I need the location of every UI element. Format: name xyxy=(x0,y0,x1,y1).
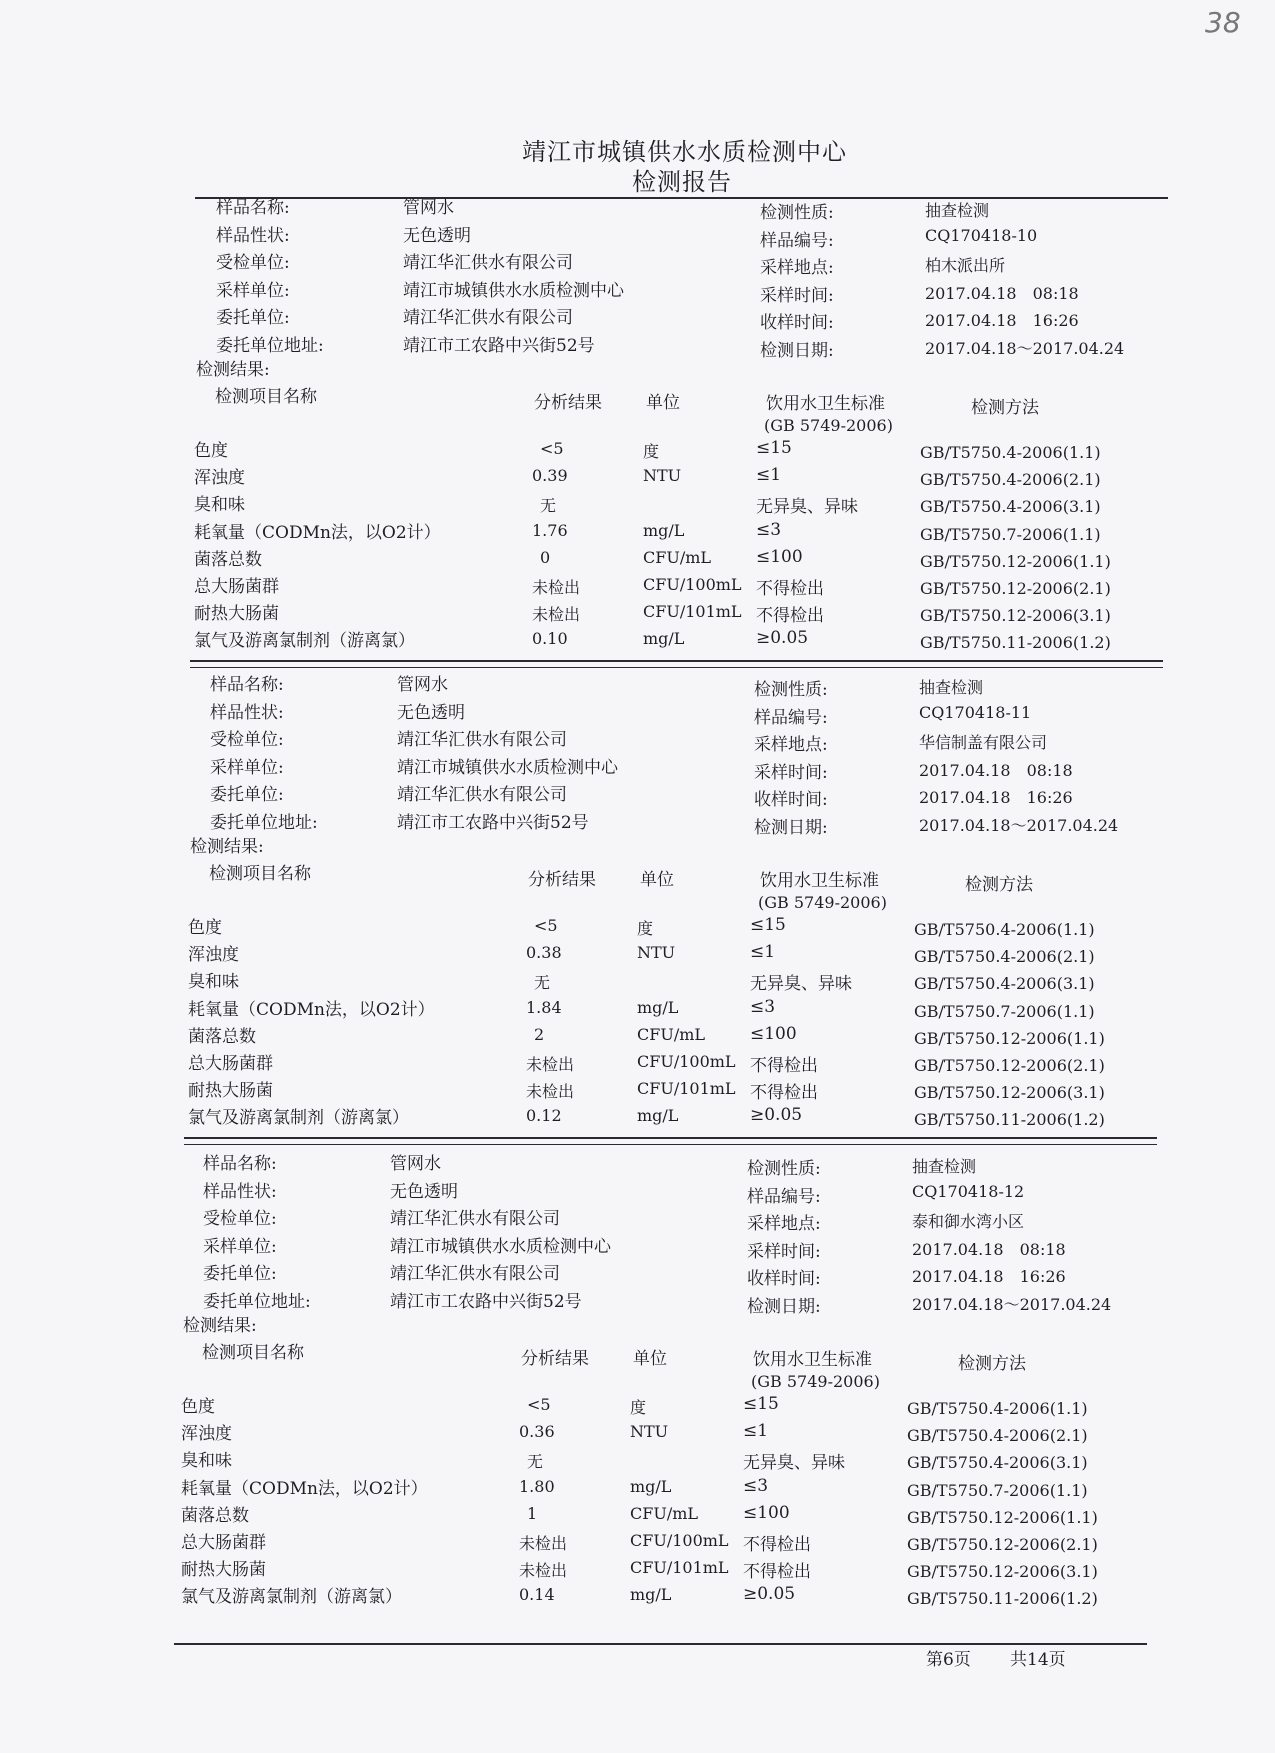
cell-method: GB/T5750.4-2006(1.1) xyxy=(907,1399,1088,1418)
test-nature-label: 检测性质: xyxy=(760,203,834,223)
test-nature-label: 检测性质: xyxy=(747,1159,821,1179)
test-date-value: 2017.04.18～2017.04.24 xyxy=(912,1294,1112,1314)
section-divider-thin xyxy=(184,1144,1157,1145)
sample-id-value: CQ170418-12 xyxy=(912,1181,1025,1201)
cell-item: 耗氧量（CODMn法，以O2计） xyxy=(188,999,435,1020)
page-number: 第6页 xyxy=(926,1650,971,1670)
client-unit-label: 委托单位: xyxy=(216,308,290,328)
cell-result: 0.10 xyxy=(532,629,568,649)
sample-id-label: 样品编号: xyxy=(747,1186,821,1207)
cell-unit: CFU/mL xyxy=(630,1503,699,1523)
client-unit-label: 委托单位: xyxy=(210,785,284,805)
cell-unit: mg/L xyxy=(637,997,679,1017)
cell-method: GB/T5750.4-2006(3.1) xyxy=(914,974,1095,994)
sampling-unit-label: 采样单位: xyxy=(203,1236,277,1257)
cell-method: GB/T5750.4-2006(3.1) xyxy=(920,497,1101,517)
cell-method: GB/T5750.7-2006(1.1) xyxy=(914,1001,1095,1021)
sample-state-value: 无色透明 xyxy=(397,702,465,723)
cell-result: 未检出 xyxy=(526,1055,575,1074)
cell-unit: mg/L xyxy=(630,1476,672,1496)
cell-result: 未检出 xyxy=(519,1534,568,1553)
cell-unit: CFU/100mL xyxy=(637,1052,736,1071)
receive-time-value: 2017.04.18 16:26 xyxy=(919,788,1073,807)
cell-item: 总大肠菌群 xyxy=(194,577,279,597)
sampling-unit-label: 采样单位: xyxy=(210,757,284,778)
cell-unit: 度 xyxy=(643,442,660,461)
column-header-result: 分析结果 xyxy=(534,393,602,413)
cell-item: 色度 xyxy=(181,1397,215,1417)
cell-standard: ≥0.05 xyxy=(743,1584,796,1605)
footer-rule xyxy=(174,1643,1147,1645)
sample-name-value: 管网水 xyxy=(390,1154,441,1174)
sample-state-label: 样品性状: xyxy=(210,702,284,723)
test-nature-value: 抽查检测 xyxy=(919,678,984,697)
cell-result: 无 xyxy=(540,496,557,516)
cell-item: 耐热大肠菌 xyxy=(194,604,279,625)
cell-result: 未检出 xyxy=(526,1082,575,1102)
sample-state-value: 无色透明 xyxy=(403,225,471,246)
cell-unit: 度 xyxy=(630,1398,647,1417)
receive-time-label: 收样时间: xyxy=(760,313,834,333)
sample-id-value: CQ170418-10 xyxy=(925,225,1038,245)
cell-item: 耗氧量（CODMn法，以O2计） xyxy=(181,1478,428,1499)
client-address-value: 靖江市工农路中兴街52号 xyxy=(390,1291,582,1312)
test-nature-value: 抽查检测 xyxy=(912,1157,977,1176)
cell-standard: 不得检出 xyxy=(743,1535,811,1555)
cell-unit: mg/L xyxy=(643,629,685,649)
cell-standard: ≤100 xyxy=(750,1023,797,1044)
sample-name-label: 样品名称: xyxy=(203,1154,277,1174)
sample-state-value: 无色透明 xyxy=(390,1181,458,1202)
page-total: 共14页 xyxy=(1010,1650,1066,1670)
column-header-standard-code: (GB 5749-2006) xyxy=(758,893,887,912)
sample-name-value: 管网水 xyxy=(397,675,448,695)
cell-item: 氯气及游离氯制剂（游离氯） xyxy=(188,1108,409,1129)
cell-standard: ≤1 xyxy=(743,1421,769,1442)
column-header-item: 检测项目名称 xyxy=(209,864,311,884)
test-date-value: 2017.04.18～2017.04.24 xyxy=(925,338,1125,358)
sample-name-label: 样品名称: xyxy=(216,198,290,218)
cell-result: 0.36 xyxy=(519,1422,555,1442)
cell-item: 耐热大肠菌 xyxy=(181,1560,266,1581)
test-date-value: 2017.04.18～2017.04.24 xyxy=(919,815,1119,835)
sampling-time-label: 采样时间: xyxy=(754,762,828,783)
column-header-standard: 饮用水卫生标准 xyxy=(753,1350,872,1370)
cell-method: GB/T5750.4-2006(1.1) xyxy=(914,920,1095,939)
test-date-label: 检测日期: xyxy=(747,1296,821,1317)
cell-unit: NTU xyxy=(637,943,676,963)
inspected-unit-label: 受检单位: xyxy=(203,1209,277,1229)
sampling-time-value: 2017.04.18 08:18 xyxy=(925,283,1079,303)
client-address-label: 委托单位地址: xyxy=(216,335,324,356)
receive-time-value: 2017.04.18 16:26 xyxy=(912,1267,1066,1286)
cell-unit: mg/L xyxy=(630,1585,672,1605)
cell-result: 2 xyxy=(534,1024,545,1044)
cell-result: 1 xyxy=(527,1503,538,1523)
cell-result: 0.38 xyxy=(526,943,562,963)
cell-item: 臭和味 xyxy=(188,972,239,993)
inspected-unit-value: 靖江华汇供水有限公司 xyxy=(403,253,573,273)
cell-result: 0 xyxy=(540,547,551,567)
client-unit-value: 靖江华汇供水有限公司 xyxy=(390,1264,560,1284)
cell-method: GB/T5750.12-2006(1.1) xyxy=(920,551,1111,571)
cell-standard: ≤15 xyxy=(750,915,786,935)
inspected-unit-value: 靖江华汇供水有限公司 xyxy=(397,730,567,750)
cell-result: 1.80 xyxy=(519,1476,555,1496)
results-label: 检测结果: xyxy=(190,837,264,857)
cell-standard: ≤100 xyxy=(756,546,803,567)
cell-method: GB/T5750.12-2006(2.1) xyxy=(907,1535,1098,1554)
cell-unit: NTU xyxy=(643,466,682,486)
cell-method: GB/T5750.12-2006(3.1) xyxy=(914,1083,1105,1103)
column-header-method: 检测方法 xyxy=(965,875,1033,895)
sample-name-value: 管网水 xyxy=(403,198,454,218)
cell-unit: CFU/100mL xyxy=(630,1531,729,1550)
column-header-standard: 饮用水卫生标准 xyxy=(766,394,885,414)
cell-item: 总大肠菌群 xyxy=(181,1533,266,1553)
test-date-label: 检测日期: xyxy=(754,817,828,838)
sample-id-value: CQ170418-11 xyxy=(919,702,1032,722)
cell-standard: 不得检出 xyxy=(756,579,824,599)
receive-time-label: 收样时间: xyxy=(747,1269,821,1289)
cell-result: 无 xyxy=(527,1452,544,1472)
column-header-method: 检测方法 xyxy=(958,1354,1026,1374)
column-header-standard: 饮用水卫生标准 xyxy=(760,871,879,891)
cell-standard: 无异臭、异味 xyxy=(743,1453,845,1474)
cell-standard: ≥0.05 xyxy=(756,628,809,649)
sampling-site-label: 采样地点: xyxy=(747,1214,821,1234)
sampling-unit-value: 靖江市城镇供水水质检测中心 xyxy=(397,757,618,778)
cell-method: GB/T5750.7-2006(1.1) xyxy=(907,1480,1088,1500)
cell-item: 氯气及游离氯制剂（游离氯） xyxy=(181,1587,402,1608)
cell-unit: CFU/101mL xyxy=(643,602,742,622)
cell-result: 未检出 xyxy=(532,605,581,625)
cell-method: GB/T5750.11-2006(1.2) xyxy=(920,633,1111,653)
inspected-unit-value: 靖江华汇供水有限公司 xyxy=(390,1209,560,1229)
cell-method: GB/T5750.12-2006(1.1) xyxy=(907,1507,1098,1527)
test-nature-label: 检测性质: xyxy=(754,680,828,700)
cell-result: 1.76 xyxy=(532,520,568,540)
client-unit-value: 靖江华汇供水有限公司 xyxy=(403,308,573,328)
sampling-site-label: 采样地点: xyxy=(754,735,828,755)
client-address-value: 靖江市工农路中兴街52号 xyxy=(397,812,589,833)
cell-result: 1.84 xyxy=(526,997,562,1017)
sampling-time-value: 2017.04.18 08:18 xyxy=(919,760,1073,780)
cell-method: GB/T5750.4-2006(2.1) xyxy=(914,947,1095,967)
sampling-unit-value: 靖江市城镇供水水质检测中心 xyxy=(390,1236,611,1257)
cell-result: 0.14 xyxy=(519,1585,555,1605)
header-rule xyxy=(195,197,1168,199)
sample-state-label: 样品性状: xyxy=(203,1181,277,1202)
cell-standard: 无异臭、异味 xyxy=(756,497,858,518)
client-address-label: 委托单位地址: xyxy=(210,812,318,833)
cell-standard: ≤1 xyxy=(750,942,776,963)
cell-item: 浑浊度 xyxy=(181,1424,232,1445)
cell-result: 未检出 xyxy=(532,578,581,597)
cell-unit: CFU/100mL xyxy=(643,575,742,594)
test-nature-value: 抽查检测 xyxy=(925,201,990,220)
cell-result: 0.12 xyxy=(526,1106,562,1126)
cell-method: GB/T5750.7-2006(1.1) xyxy=(920,524,1101,544)
cell-item: 臭和味 xyxy=(194,495,245,516)
client-unit-label: 委托单位: xyxy=(203,1264,277,1284)
cell-standard: ≤3 xyxy=(756,519,782,540)
sample-id-label: 样品编号: xyxy=(754,707,828,728)
client-address-label: 委托单位地址: xyxy=(203,1291,311,1312)
cell-item: 菌落总数 xyxy=(194,549,262,570)
sampling-site-value: 柏木派出所 xyxy=(925,256,1006,275)
cell-item: 色度 xyxy=(188,918,222,938)
cell-item: 菌落总数 xyxy=(188,1026,256,1047)
receive-time-value: 2017.04.18 16:26 xyxy=(925,311,1079,330)
column-header-item: 检测项目名称 xyxy=(215,387,317,407)
cell-result: <5 xyxy=(534,916,558,935)
sampling-site-value: 泰和御水湾小区 xyxy=(912,1212,1025,1231)
cell-result: <5 xyxy=(527,1395,551,1414)
cell-standard: 不得检出 xyxy=(743,1562,811,1583)
cell-item: 菌落总数 xyxy=(181,1505,249,1526)
cell-standard: 不得检出 xyxy=(750,1056,818,1076)
sampling-time-value: 2017.04.18 08:18 xyxy=(912,1239,1066,1259)
cell-standard: 不得检出 xyxy=(756,606,824,627)
cell-unit: CFU/101mL xyxy=(637,1079,736,1099)
client-address-value: 靖江市工农路中兴街52号 xyxy=(403,335,595,356)
cell-result: 0.39 xyxy=(532,466,568,486)
cell-item: 臭和味 xyxy=(181,1451,232,1472)
cell-method: GB/T5750.4-2006(1.1) xyxy=(920,443,1101,462)
cell-method: GB/T5750.11-2006(1.2) xyxy=(907,1589,1098,1609)
cell-standard: ≤15 xyxy=(756,438,792,458)
sampling-time-label: 采样时间: xyxy=(760,285,834,306)
cell-result: 未检出 xyxy=(519,1561,568,1581)
cell-unit: 度 xyxy=(637,919,654,938)
column-header-method: 检测方法 xyxy=(971,398,1039,418)
cell-method: GB/T5750.4-2006(2.1) xyxy=(920,470,1101,490)
cell-method: GB/T5750.12-2006(3.1) xyxy=(907,1562,1098,1582)
column-header-item: 检测项目名称 xyxy=(202,1343,304,1363)
sampling-site-value: 华信制盖有限公司 xyxy=(919,733,1048,752)
cell-item: 总大肠菌群 xyxy=(188,1054,273,1074)
cell-standard: 无异臭、异味 xyxy=(750,974,852,995)
handwritten-page-mark: 38 xyxy=(1205,6,1241,39)
cell-unit: CFU/mL xyxy=(637,1024,706,1044)
sampling-unit-value: 靖江市城镇供水水质检测中心 xyxy=(403,280,624,301)
cell-unit: mg/L xyxy=(637,1106,679,1126)
sampling-time-label: 采样时间: xyxy=(747,1241,821,1262)
inspected-unit-label: 受检单位: xyxy=(210,730,284,750)
cell-item: 浑浊度 xyxy=(188,945,239,966)
section-divider-thin xyxy=(190,667,1163,668)
section-divider xyxy=(184,1137,1157,1139)
column-header-standard-code: (GB 5749-2006) xyxy=(751,1372,880,1391)
cell-standard: ≤3 xyxy=(750,996,776,1017)
cell-standard: ≤3 xyxy=(743,1475,769,1496)
cell-standard: ≥0.05 xyxy=(750,1105,803,1126)
cell-standard: ≤100 xyxy=(743,1502,790,1523)
cell-method: GB/T5750.12-2006(2.1) xyxy=(914,1056,1105,1075)
cell-method: GB/T5750.4-2006(3.1) xyxy=(907,1453,1088,1473)
sampling-unit-label: 采样单位: xyxy=(216,280,290,301)
column-header-unit: 单位 xyxy=(646,393,680,413)
cell-standard: ≤1 xyxy=(756,465,782,486)
cell-item: 耐热大肠菌 xyxy=(188,1081,273,1102)
results-label: 检测结果: xyxy=(183,1316,257,1336)
client-unit-value: 靖江华汇供水有限公司 xyxy=(397,785,567,805)
cell-method: GB/T5750.11-2006(1.2) xyxy=(914,1110,1105,1130)
cell-unit: mg/L xyxy=(643,520,685,540)
cell-result: 无 xyxy=(534,973,551,993)
document-title: 靖江市城镇供水水质检测中心 xyxy=(522,138,847,166)
cell-unit: CFU/101mL xyxy=(630,1558,729,1578)
column-header-unit: 单位 xyxy=(640,870,674,890)
cell-standard: 不得检出 xyxy=(750,1083,818,1104)
sampling-site-label: 采样地点: xyxy=(760,258,834,278)
cell-method: GB/T5750.12-2006(2.1) xyxy=(920,579,1111,598)
cell-standard: ≤15 xyxy=(743,1394,779,1414)
cell-item: 色度 xyxy=(194,441,228,461)
sample-name-label: 样品名称: xyxy=(210,675,284,695)
document-subtitle: 检测报告 xyxy=(632,168,732,196)
cell-unit: CFU/mL xyxy=(643,547,712,567)
cell-method: GB/T5750.12-2006(3.1) xyxy=(920,606,1111,626)
column-header-standard-code: (GB 5749-2006) xyxy=(764,416,893,435)
column-header-unit: 单位 xyxy=(633,1349,667,1369)
cell-item: 氯气及游离氯制剂（游离氯） xyxy=(194,631,415,652)
cell-item: 耗氧量（CODMn法，以O2计） xyxy=(194,522,441,543)
column-header-result: 分析结果 xyxy=(521,1349,589,1369)
sample-id-label: 样品编号: xyxy=(760,230,834,251)
results-label: 检测结果: xyxy=(196,360,270,380)
cell-unit: NTU xyxy=(630,1422,669,1442)
cell-result: <5 xyxy=(540,439,564,458)
test-date-label: 检测日期: xyxy=(760,340,834,361)
section-divider xyxy=(190,660,1163,662)
cell-method: GB/T5750.12-2006(1.1) xyxy=(914,1028,1105,1048)
receive-time-label: 收样时间: xyxy=(754,790,828,810)
inspected-unit-label: 受检单位: xyxy=(216,253,290,273)
column-header-result: 分析结果 xyxy=(528,870,596,890)
cell-item: 浑浊度 xyxy=(194,468,245,489)
cell-method: GB/T5750.4-2006(2.1) xyxy=(907,1426,1088,1446)
sample-state-label: 样品性状: xyxy=(216,225,290,246)
